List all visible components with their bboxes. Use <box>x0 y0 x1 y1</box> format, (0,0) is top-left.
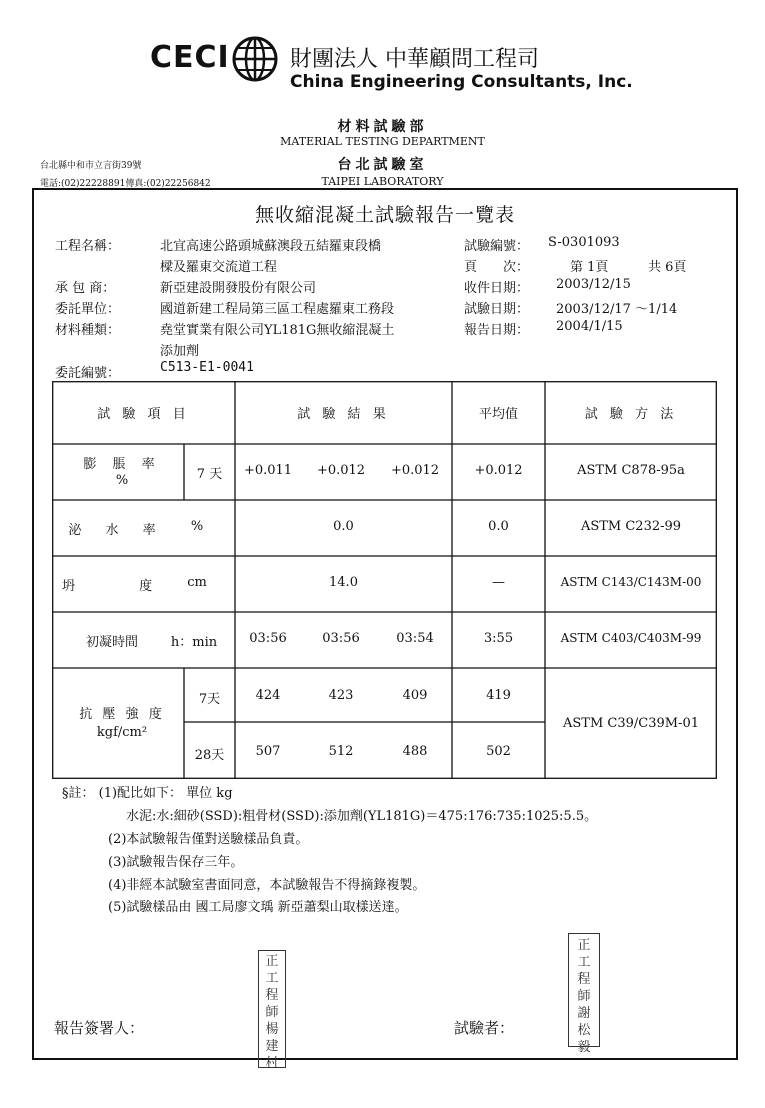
test-date-value: 2003/12/17 ～1/14 <box>556 302 678 317</box>
expansion-age: 7 天 <box>196 467 223 482</box>
note-1: 水泥:水:細砂(SSD):粗骨材(SSD):添加劑(YL181G)＝475:176:735:1025:5.5。 <box>126 809 598 824</box>
bleeding-avg: 0.0 <box>488 519 509 534</box>
tester-label: 試驗者： <box>454 1019 515 1037</box>
bleeding-method: ASTM C232-99 <box>580 519 682 534</box>
header-item: 試 驗 項 目 <box>97 407 190 422</box>
header-result: 試 驗 結 果 <box>297 407 390 422</box>
department-cn: 材料試驗部 <box>337 119 428 135</box>
stamp-tester: 正工程師謝松毅 <box>568 933 600 1047</box>
strength-7-r3: 409 <box>402 688 428 703</box>
strength-age-7: 7天 <box>198 692 221 707</box>
slump-result: 14.0 <box>329 575 358 590</box>
expansion-avg: +0.012 <box>474 463 523 478</box>
address: 台北縣中和市立言街39號 <box>40 161 142 171</box>
slump-name: 坍 度 <box>62 579 183 594</box>
strength-age-28: 28天 <box>194 748 225 763</box>
report-title: 無收縮混凝土試驗報告一覽表 <box>254 204 515 226</box>
setting-r3: 03:54 <box>396 631 434 646</box>
expansion-unit: % <box>115 473 129 488</box>
setting-r2: 03:56 <box>322 631 360 646</box>
bleeding-result: 0.0 <box>333 519 354 534</box>
expansion-method: ASTM C878-95a <box>577 463 685 478</box>
material-value-1: 堯堂實業有限公司YL181G無收縮混凝土 <box>160 323 395 338</box>
note-2: (2)本試驗報告僅對送驗樣品負責。 <box>108 832 309 847</box>
globe-logo-icon <box>232 36 278 82</box>
expansion-r1: +0.011 <box>243 463 293 478</box>
results-table <box>52 381 717 779</box>
expansion-r2: +0.012 <box>316 463 366 478</box>
company-name-en: China Engineering Consultants, Inc. <box>290 72 633 92</box>
setting-unit: h：min <box>170 635 218 650</box>
stamp-signer: 正工程師楊建村 <box>258 950 286 1068</box>
received-label: 收件日期： <box>464 281 530 296</box>
setting-avg: 3:55 <box>483 631 514 646</box>
bleeding-unit: % <box>190 519 204 534</box>
page-total: 共 6頁 <box>648 260 687 275</box>
strength-28-avg: 502 <box>486 744 511 759</box>
setting-method: ASTM C403/C403M-99 <box>560 631 702 645</box>
commission-label: 委託編號： <box>55 366 121 381</box>
bleeding-name: 泌 水 率 <box>68 523 166 538</box>
test-no-value: S-0301093 <box>548 235 620 250</box>
material-value-2: 添加劑 <box>160 344 200 359</box>
test-no-label: 試驗編號： <box>464 239 530 254</box>
project-value-2: 樑及羅東交流道工程 <box>160 260 278 275</box>
phone-fax: 電話:(02)22228891傳真:(02)22256842 <box>40 179 211 189</box>
setting-r1: 03:56 <box>249 631 287 646</box>
note-5: (5)試驗樣品由 國工局廖文瑀 新亞蕭梨山取樣送達。 <box>108 900 408 915</box>
project-value-1: 北宜高速公路頭城蘇澳段五結羅東段橋 <box>160 239 382 254</box>
strength-7-r1: 424 <box>255 688 281 703</box>
client-value: 國道新建工程局第三區工程處羅東工務段 <box>160 302 395 317</box>
slump-avg: — <box>492 575 505 590</box>
setting-name: 初凝時間 <box>85 635 138 650</box>
page-label: 頁 次： <box>464 260 530 275</box>
report-date-value: 2004/1/15 <box>556 319 623 334</box>
material-label: 材料種類： <box>55 323 121 338</box>
note-0: §註： (1)配比如下： 單位 kg <box>62 786 233 801</box>
strength-unit: kgf/cm² <box>96 725 148 740</box>
strength-7-avg: 419 <box>486 688 511 703</box>
contractor-label: 承 包 商： <box>55 281 116 296</box>
signer-label: 報告簽署人： <box>54 1019 145 1037</box>
test-date-label: 試驗日期： <box>464 302 530 317</box>
laboratory-cn: 台北試驗室 <box>337 157 428 173</box>
slump-unit: cm <box>187 575 207 590</box>
logo-text: CECI <box>150 40 230 75</box>
expansion-name: 膨 脹 率 <box>83 457 161 472</box>
strength-28-r1: 507 <box>255 744 281 759</box>
expansion-r3: +0.012 <box>390 463 440 478</box>
laboratory-en: TAIPEI LABORATORY <box>321 175 444 188</box>
strength-28-r2: 512 <box>328 744 354 759</box>
strength-method: ASTM C39/C39M-01 <box>562 716 699 731</box>
page-value: 第 1頁 <box>570 260 609 275</box>
commission-value: C513-E1-0041 <box>160 360 254 375</box>
slump-method: ASTM C143/C143M-00 <box>560 575 702 589</box>
note-4: (4)非經本試驗室書面同意，本試驗報告不得摘錄複製。 <box>108 878 426 893</box>
department-en: MATERIAL TESTING DEPARTMENT <box>280 135 485 148</box>
report-date-label: 報告日期： <box>464 323 530 338</box>
strength-28-r3: 488 <box>402 744 428 759</box>
strength-name: 抗 壓 強 度 <box>79 707 165 722</box>
project-label: 工程名稱： <box>55 239 121 254</box>
header-average: 平均值 <box>478 407 518 422</box>
company-name-cn: 財團法人 中華顧問工程司 <box>290 47 539 72</box>
client-label: 委託單位： <box>55 302 121 317</box>
strength-7-r2: 423 <box>328 688 354 703</box>
received-value: 2003/12/15 <box>556 277 631 292</box>
contractor-value: 新亞建設開發股份有限公司 <box>160 281 317 296</box>
note-3: (3)試驗報告保存三年。 <box>108 855 244 870</box>
header-method: 試 驗 方 法 <box>584 407 678 422</box>
